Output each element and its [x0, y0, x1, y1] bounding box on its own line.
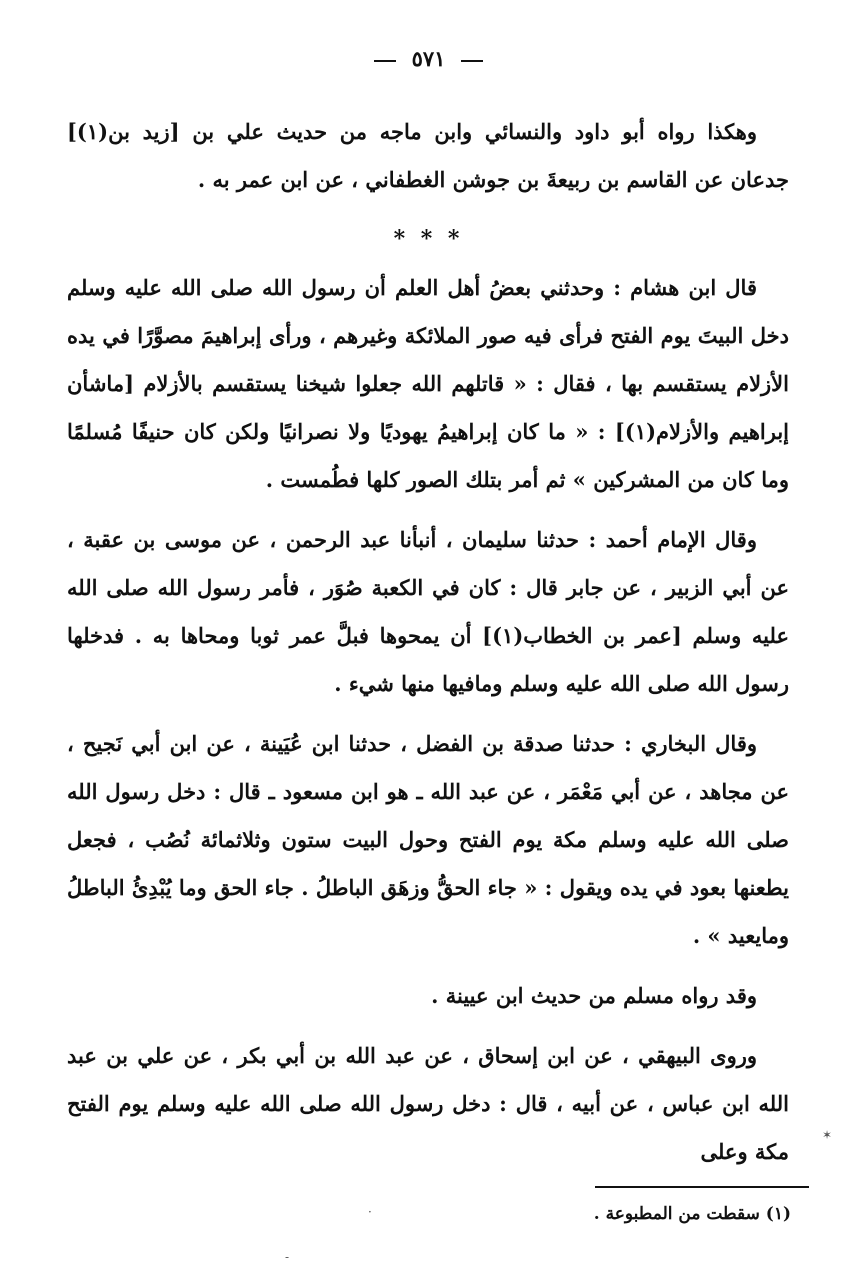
paragraph-hadith-ibn-umar: وهكذا رواه أبو داود والنسائي وابن ماجه من حديث علي بن [زيد بن(١)] جدعان عن القاسم بن ربيعةَ بن جوشن الغطفاني ، عن ابن عمر به . [67, 119, 789, 192]
scan-speck: ✶ [822, 1128, 833, 1142]
paragraph-bukhari: وقال البخاري : حدثنا صدقة بن الفضل ، حدثنا ابن عُيَينة ، عن ابن أبي نَجيح ، عن مجاهد ، عن أبي مَعْمَر ، عن عبد الله ـ هو ابن مسعود ـ قال : دخل رسول الله صلى الله عليه وسلم مكة يوم الفتح وحول البيت ستون وثلاثمائة نُصُب ، فجعل يطعنها بعود في يده ويقول : « جاء الحقُّ وزهَق الباطلُ . جاء الحق وما يُبْدِئُ الباطلُ ومايعيد » . [67, 731, 789, 948]
paragraph-ibn-hisham: قال ابن هشام : وحدثني بعضُ أهل العلم أن رسول الله صلى الله عليه وسلم دخل البيتَ يوم الفتح فرأى فيه صور الملائكة وغيرهم ، ورأى إبراهيمَ مصوَّرًا في يده الأزلام يستقسم بها ، فقال : « قاتلهم الله جعلوا شيخنا يستقسم بالأزلام [ماشأن إبراهيم والأزلام(١)] : « ما كان إبراهيمُ يهوديًا ولا نصرانيًا ولكن كان حنيفًا مُسلمًا وما كان من المشركين » ثم أمر بتلك الصور كلها فطُمست . [67, 275, 789, 492]
page-number-text: ٥٧١ [411, 46, 446, 71]
scan-speck: - [285, 1250, 290, 1264]
footnote: (١) سقطت من المطبوعة . [593, 1204, 791, 1224]
page-number-dash-right [461, 60, 483, 62]
paragraph-bayhaqi: وروى البيهقي ، عن ابن إسحاق ، عن عبد الله بن أبي بكر ، عن علي بن عبد الله ابن عباس ، عن أبيه ، قال : دخل رسول الله صلى الله عليه وسلم يوم الفتح مكة وعلى [67, 1043, 789, 1164]
page-number-dash-left [374, 60, 396, 62]
text-block-top [67, 108, 789, 204]
text-block-main [67, 264, 789, 1176]
paragraph-imam-ahmad: وقال الإمام أحمد : حدثنا سليمان ، أنبأنا عبد الرحمن ، عن موسى بن عقبة ، عن أبي الزبير ، عن جابر قال : كان في الكعبة صُوَر ، فأمر رسول الله صلى الله عليه وسلم [عمر بن الخطاب(١)] أن يمحوها فبلَّ عمر ثوبا ومحاها به . فدخلها رسول الله صلى الله عليه وسلم ومافيها منها شيء . [67, 527, 789, 696]
footnote-rule [595, 1186, 809, 1188]
page-number [0, 46, 857, 71]
paragraph-muslim: وقد رواه مسلم من حديث ابن عيينة . [431, 983, 757, 1008]
scan-speck: · [368, 1205, 372, 1219]
section-separator: * * * [393, 226, 464, 252]
